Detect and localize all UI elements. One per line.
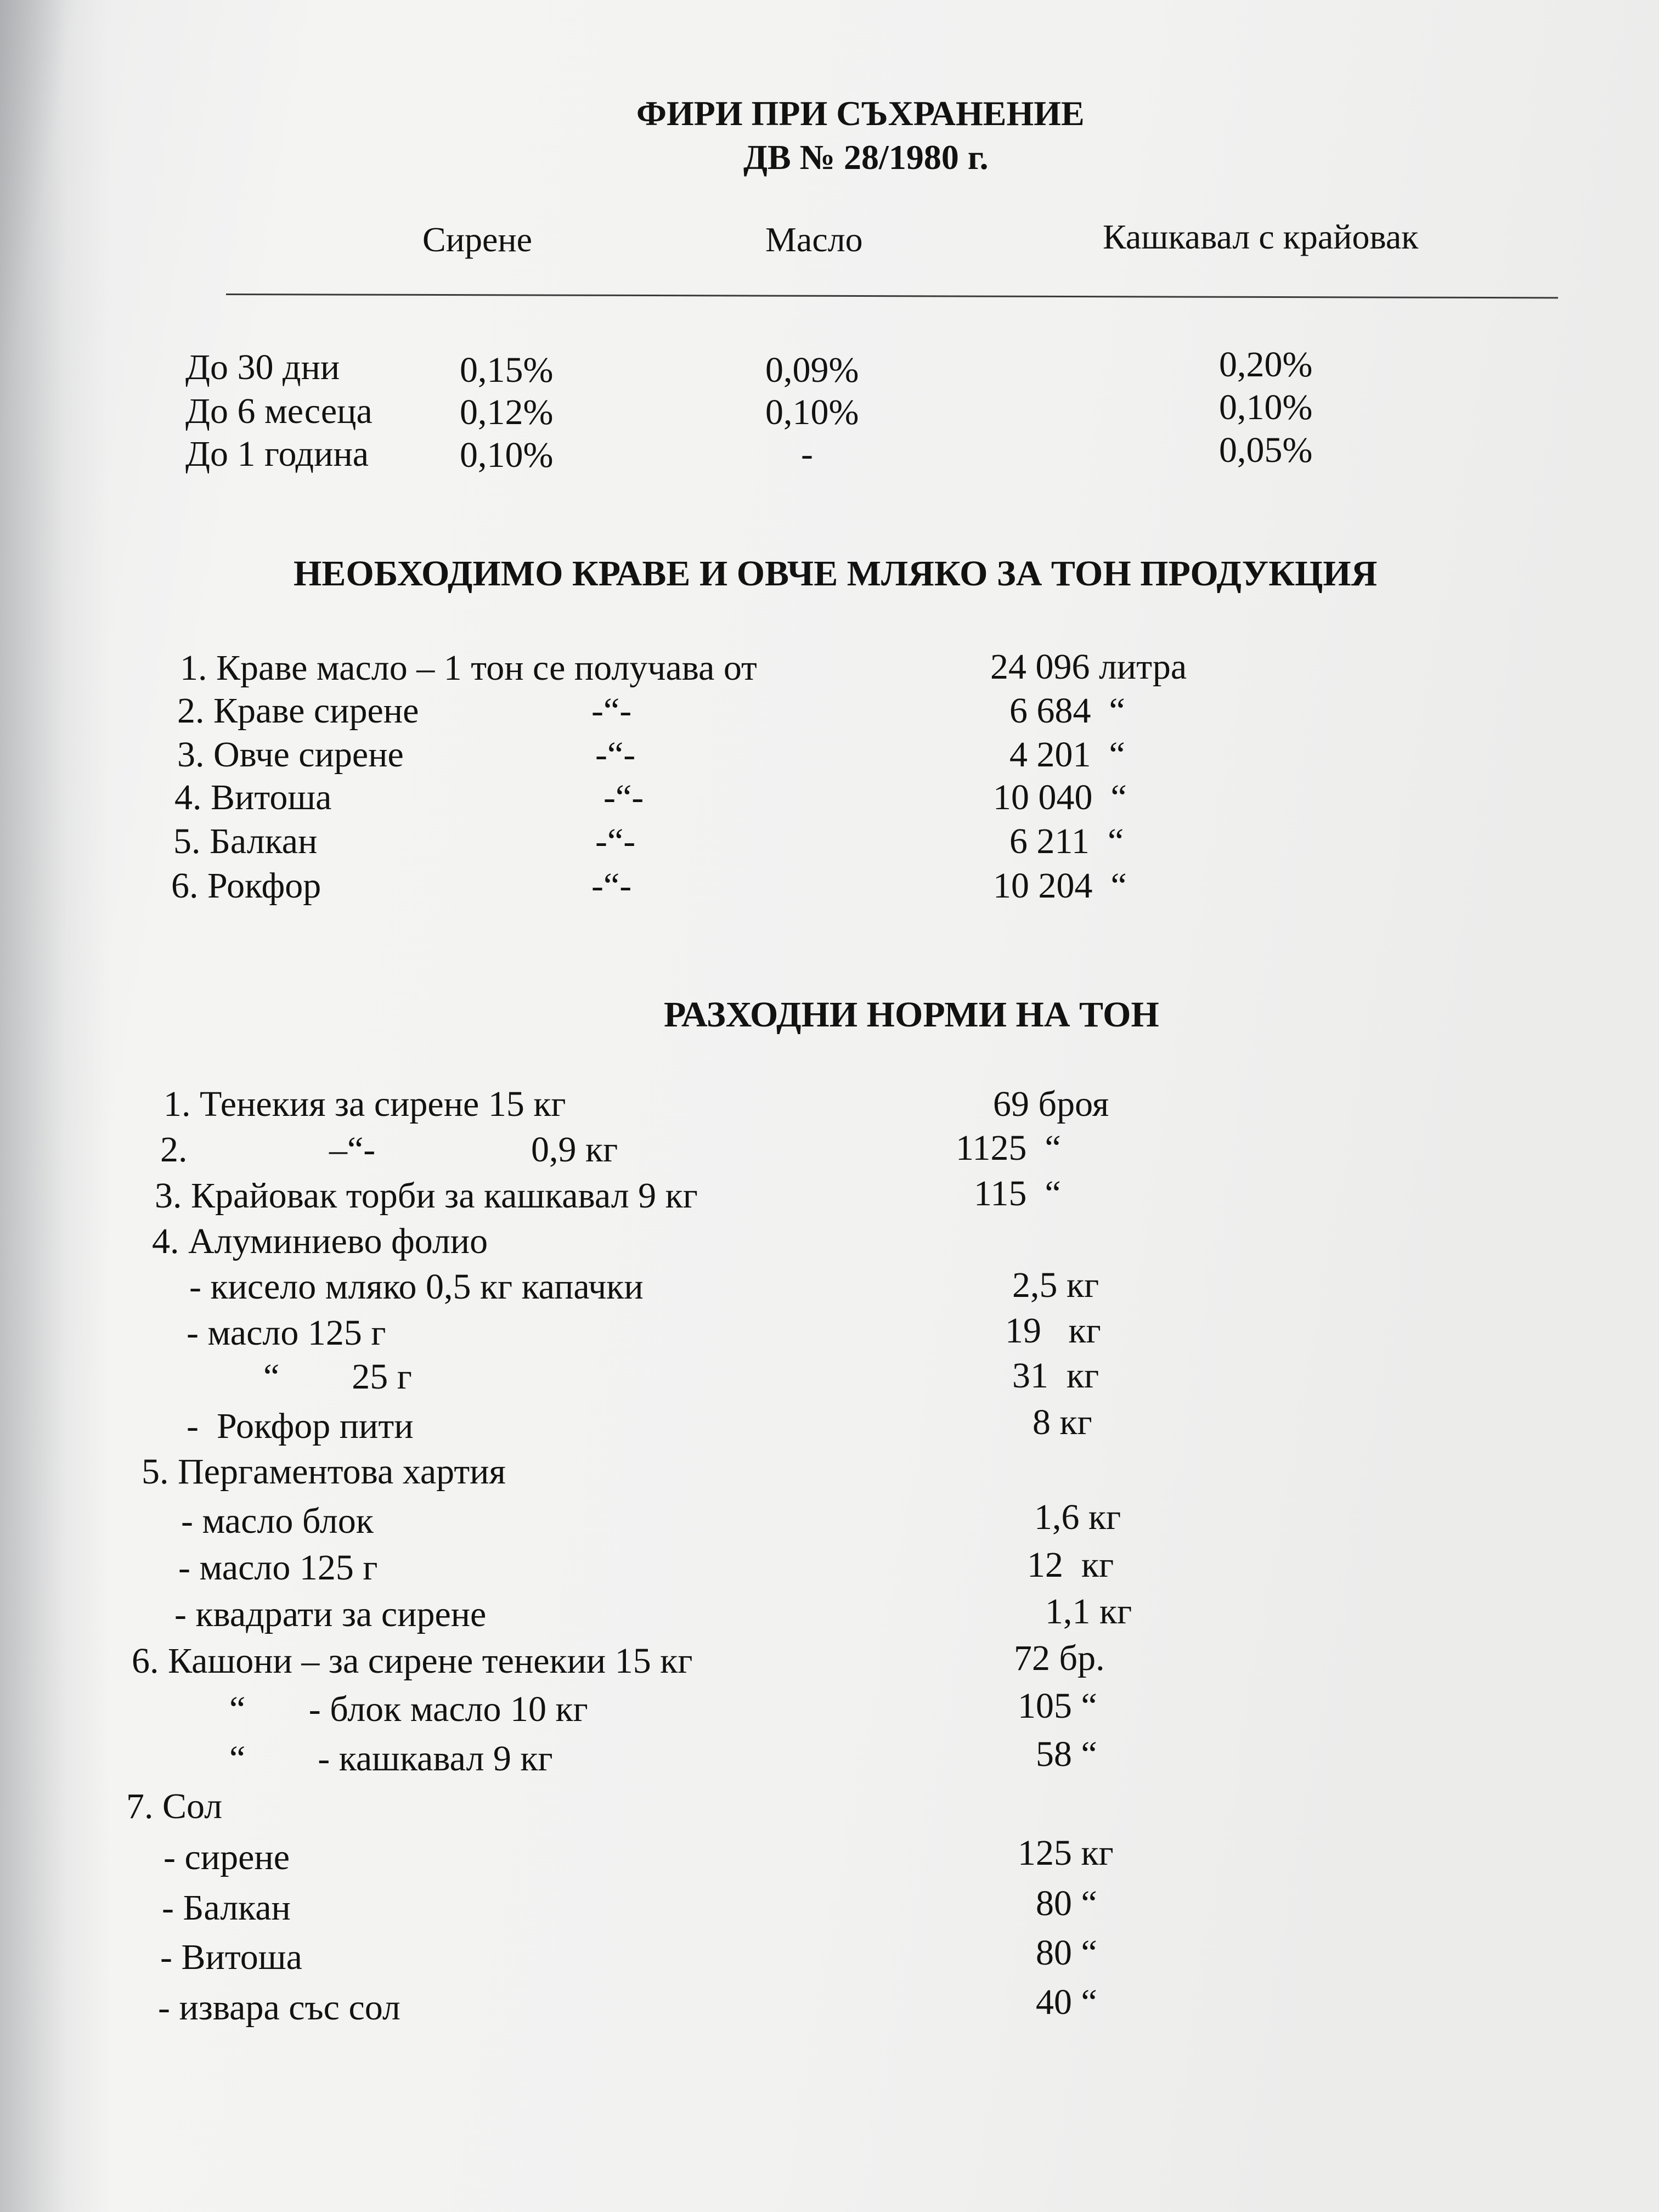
ditto-mark: -“- [595, 821, 636, 861]
item-value: 10 040 “ [993, 777, 1127, 817]
item-label: - масло 125 г [178, 1548, 378, 1588]
ditto-mark: -“- [591, 866, 632, 906]
column-header-butter: Масло [765, 220, 863, 259]
item-label: 3. Крайовак торби за кашкавал 9 кг [155, 1176, 698, 1216]
item-label: - масло 125 г [187, 1313, 386, 1353]
item-value: 1,1 кг [1045, 1592, 1132, 1632]
item-value: 58 “ [1036, 1734, 1097, 1774]
row-label: До 30 дни [185, 347, 340, 387]
row-label: До 6 месеца [185, 391, 373, 431]
item-value: 24 096 литра [990, 647, 1187, 687]
item-label: - Балкан [162, 1888, 291, 1928]
item-value: 1125 “ [956, 1128, 1061, 1168]
value-cell: 0,12% [460, 392, 554, 432]
item-value: 80 “ [1036, 1933, 1097, 1973]
value-cell: 0,05% [1219, 430, 1313, 470]
item-value: 12 кг [1027, 1545, 1114, 1585]
item-label: - Рокфор пити [187, 1406, 414, 1446]
item-value: 10 204 “ [993, 866, 1127, 906]
item-label: 6. Рокфор [171, 866, 321, 906]
item-value: 31 кг [1012, 1356, 1099, 1396]
ditto-mark: –“- [329, 1130, 376, 1170]
item-value: 105 “ [1018, 1686, 1097, 1726]
document-subtitle: ДВ № 28/1980 г. [743, 138, 989, 177]
value-cell: 0,20% [1219, 345, 1313, 385]
item-value: 8 кг [1032, 1402, 1092, 1442]
item-label: - кисело мляко 0,5 кг капачки [189, 1267, 644, 1307]
item-label: 5. Пергаментова хартия [142, 1452, 506, 1492]
item-label: 2. Краве сирене [177, 691, 419, 731]
table-divider [226, 294, 1558, 298]
item-label: “ - блок масло 10 кг [229, 1689, 588, 1729]
item-value: 6 211 “ [1009, 821, 1124, 861]
value-cell: 0,10% [765, 392, 859, 432]
column-header-cheese: Сирене [422, 220, 532, 259]
ditto-mark: -“- [603, 777, 644, 817]
item-label: - Витоша [160, 1937, 302, 1977]
item-value: 115 “ [974, 1173, 1061, 1214]
document-title: ФИРИ ПРИ СЪХРАНЕНИЕ [636, 94, 1085, 133]
item-value: 69 броя [993, 1084, 1109, 1124]
item-extra: 0,9 кг [531, 1130, 618, 1170]
item-label: 3. Овче сирене [177, 735, 404, 775]
ditto-mark: -“- [595, 735, 636, 775]
item-label: 5. Балкан [173, 821, 318, 861]
item-label: 1. Тенекия за сирене 15 кг [163, 1084, 566, 1124]
item-value: 19 кг [1005, 1311, 1101, 1351]
milk-section-title: НЕОБХОДИМО КРАВЕ И ОВЧЕ МЛЯКО ЗА ТОН ПРОДУКЦИЯ [294, 554, 1378, 594]
value-cell: 0,15% [460, 350, 554, 390]
value-cell: 0,10% [460, 435, 554, 475]
item-value: 72 бр. [1014, 1638, 1105, 1678]
item-value: 6 684 “ [1009, 691, 1125, 731]
item-value: 2,5 кг [1012, 1265, 1099, 1305]
page-fold-shadow [0, 0, 110, 2212]
item-label: 6. Кашони – за сирене тенекии 15 кг [132, 1641, 693, 1681]
item-label: - извара със сол [158, 1988, 400, 2028]
item-label: 2. [160, 1130, 188, 1170]
value-cell: 0,09% [765, 350, 859, 390]
item-label: 4. Витоша [174, 777, 332, 817]
item-label: “ - кашкавал 9 кг [229, 1739, 553, 1779]
item-value: 80 “ [1036, 1883, 1097, 1923]
item-value: 125 кг [1018, 1833, 1114, 1873]
item-label: 4. Алуминиево фолио [152, 1221, 488, 1261]
item-label: 7. Сол [126, 1786, 223, 1826]
item-label: - сирене [163, 1837, 290, 1877]
item-label: - квадрати за сирене [174, 1594, 487, 1634]
ditto-mark: -“- [591, 691, 632, 731]
item-label: - масло блок [181, 1501, 374, 1541]
item-value: 4 201 “ [1009, 735, 1125, 775]
item-label: 1. Краве масло – 1 тон се получава от [180, 648, 757, 688]
item-label: “ 25 г [263, 1357, 412, 1397]
item-value: 1,6 кг [1034, 1497, 1121, 1537]
value-cell: - [801, 434, 813, 474]
value-cell: 0,10% [1219, 387, 1313, 427]
norms-section-title: РАЗХОДНИ НОРМИ НА ТОН [664, 995, 1159, 1035]
row-label: До 1 година [185, 434, 369, 474]
item-value: 40 “ [1036, 1982, 1097, 2022]
column-header-kashkaval: Кашкавал с крайовак [1103, 217, 1419, 256]
